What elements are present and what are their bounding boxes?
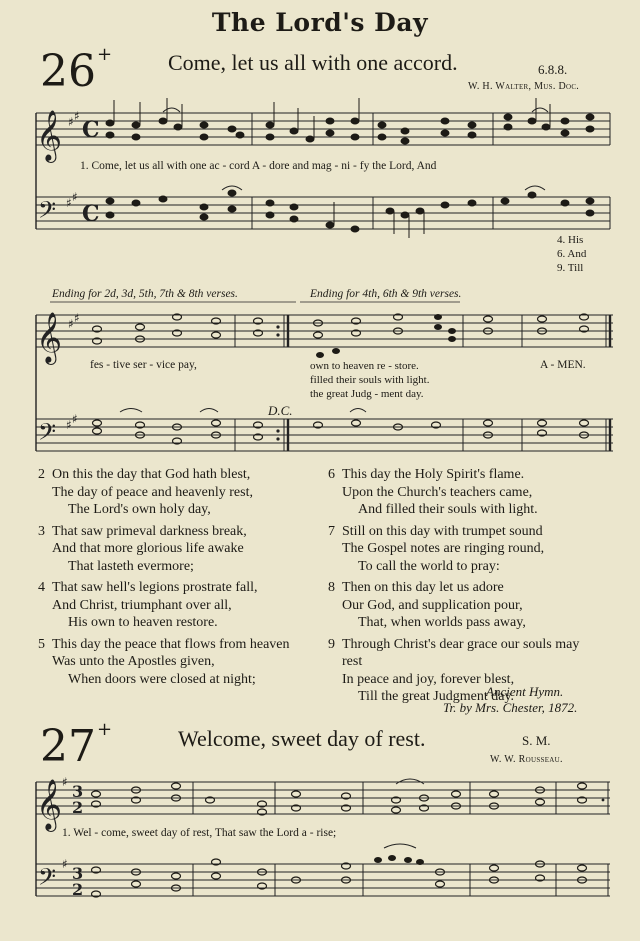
bass-clef-icon: 𝄢 (38, 196, 57, 229)
ending-label-a: Ending for 2d, 3d, 5th, 7th & 8th verses. (52, 288, 238, 300)
svg-text:♯: ♯ (62, 857, 68, 871)
hymn-27-lyrics-line-1: 1. Wel - come, sweet day of rest, That saw the Lord a - rise; (62, 827, 337, 839)
side-word: 6. And (557, 248, 587, 260)
treble-clef-icon: 𝄞 (36, 110, 63, 161)
svg-text:♯: ♯ (66, 418, 72, 432)
hymn-26-translator: Tr. by Mrs. Chester, 1872. (443, 700, 578, 715)
svg-text:3: 3 (72, 864, 84, 883)
svg-text:2: 2 (72, 880, 84, 899)
svg-text:♯: ♯ (68, 115, 74, 129)
verse-2: 2 On this the day that God hath blest, The day of peace and heavenly rest, The Lord's own holy day, (38, 467, 253, 517)
lyric-variant: the great Judg - ment day. (310, 388, 424, 400)
svg-text:𝄢: 𝄢 (38, 863, 57, 896)
svg-text:♯: ♯ (72, 412, 78, 426)
hymn-26-lyrics-line-2a: fes - tive ser - vice pay, (90, 359, 197, 371)
svg-text:♯: ♯ (74, 311, 80, 325)
hymn-26-source: Ancient Hymn. (486, 684, 564, 699)
amen-label: A - MEN. (540, 359, 586, 371)
side-word: 4. His (557, 234, 584, 246)
verse-8: 8 Then on this day let us adore Our God, and supplication pour, That, when worlds pass away, (328, 580, 526, 630)
cross-mark-icon: + (97, 44, 113, 65)
lyric-variant: filled their souls with light. (310, 374, 430, 386)
svg-text:♯: ♯ (68, 317, 74, 331)
svg-text:𝄞: 𝄞 (36, 779, 63, 830)
hymn-27-meter: S. M. (522, 733, 551, 748)
hymn-27-composer: W. W. Rousseau. (490, 754, 563, 765)
hymn-27-title: Welcome, sweet day of rest. (178, 726, 426, 751)
verse-5: 5 This day the peace that flows from heaven Was unto the Apostles given, When doors were closed at night; (38, 636, 290, 687)
hymn-26-title: Come, let us all with one accord. (168, 50, 458, 75)
verse-7: 7 Still on this day with trumpet sound The Gospel notes are ringing round, To call the world to pray: (328, 523, 545, 574)
svg-text:3: 3 (72, 782, 84, 801)
svg-text:C: C (82, 201, 100, 227)
svg-text:2: 2 (72, 798, 84, 817)
dc-marking: D.C. (268, 403, 293, 418)
common-time-icon: C (82, 117, 100, 143)
verse-4: 4 That saw hell's legions prostrate fall, And Christ, triumphant over all, His own to heaven restore. (38, 580, 258, 630)
svg-text:𝄞: 𝄞 (36, 312, 63, 363)
verse-6: 6 This day the Holy Spirit's flame. Upon the Church's teachers came, And filled their souls with light. (328, 467, 538, 517)
svg-text:♯: ♯ (72, 190, 78, 204)
ending-label-b: Ending for 4th, 6th & 9th verses. (310, 288, 462, 300)
lyric-variant: own to heaven re - store. (310, 360, 419, 372)
svg-text:𝄢: 𝄢 (38, 418, 57, 451)
verse-9: 9 Through Christ's dear grace our souls may rest In peace and joy, forever blest, Till the great Judgment day. (328, 636, 580, 704)
verse-3: 3 That saw primeval darkness break, And that more glorious life awake That lasteth evermore; (38, 523, 247, 574)
svg-text:♯: ♯ (66, 196, 72, 210)
hymn-27-number: 27+ (40, 719, 113, 772)
svg-text:♯: ♯ (62, 775, 68, 789)
hymn-26-number: 26+ (40, 44, 113, 97)
svg-text:♯: ♯ (74, 109, 80, 123)
hymn-26-composer: W. H. Walter, Mus. Doc. (468, 81, 580, 92)
hymn-26-meter: 6.8.8. (538, 62, 568, 77)
page-title: The Lord's Day (211, 8, 429, 37)
hymn-26-lyrics-line-1: 1. Come, let us all with one ac - cord A - dore and mag - ni - fy the Lord, And (80, 160, 437, 172)
side-word: 9. Till (557, 262, 584, 274)
cross-mark-icon: + (97, 719, 113, 740)
